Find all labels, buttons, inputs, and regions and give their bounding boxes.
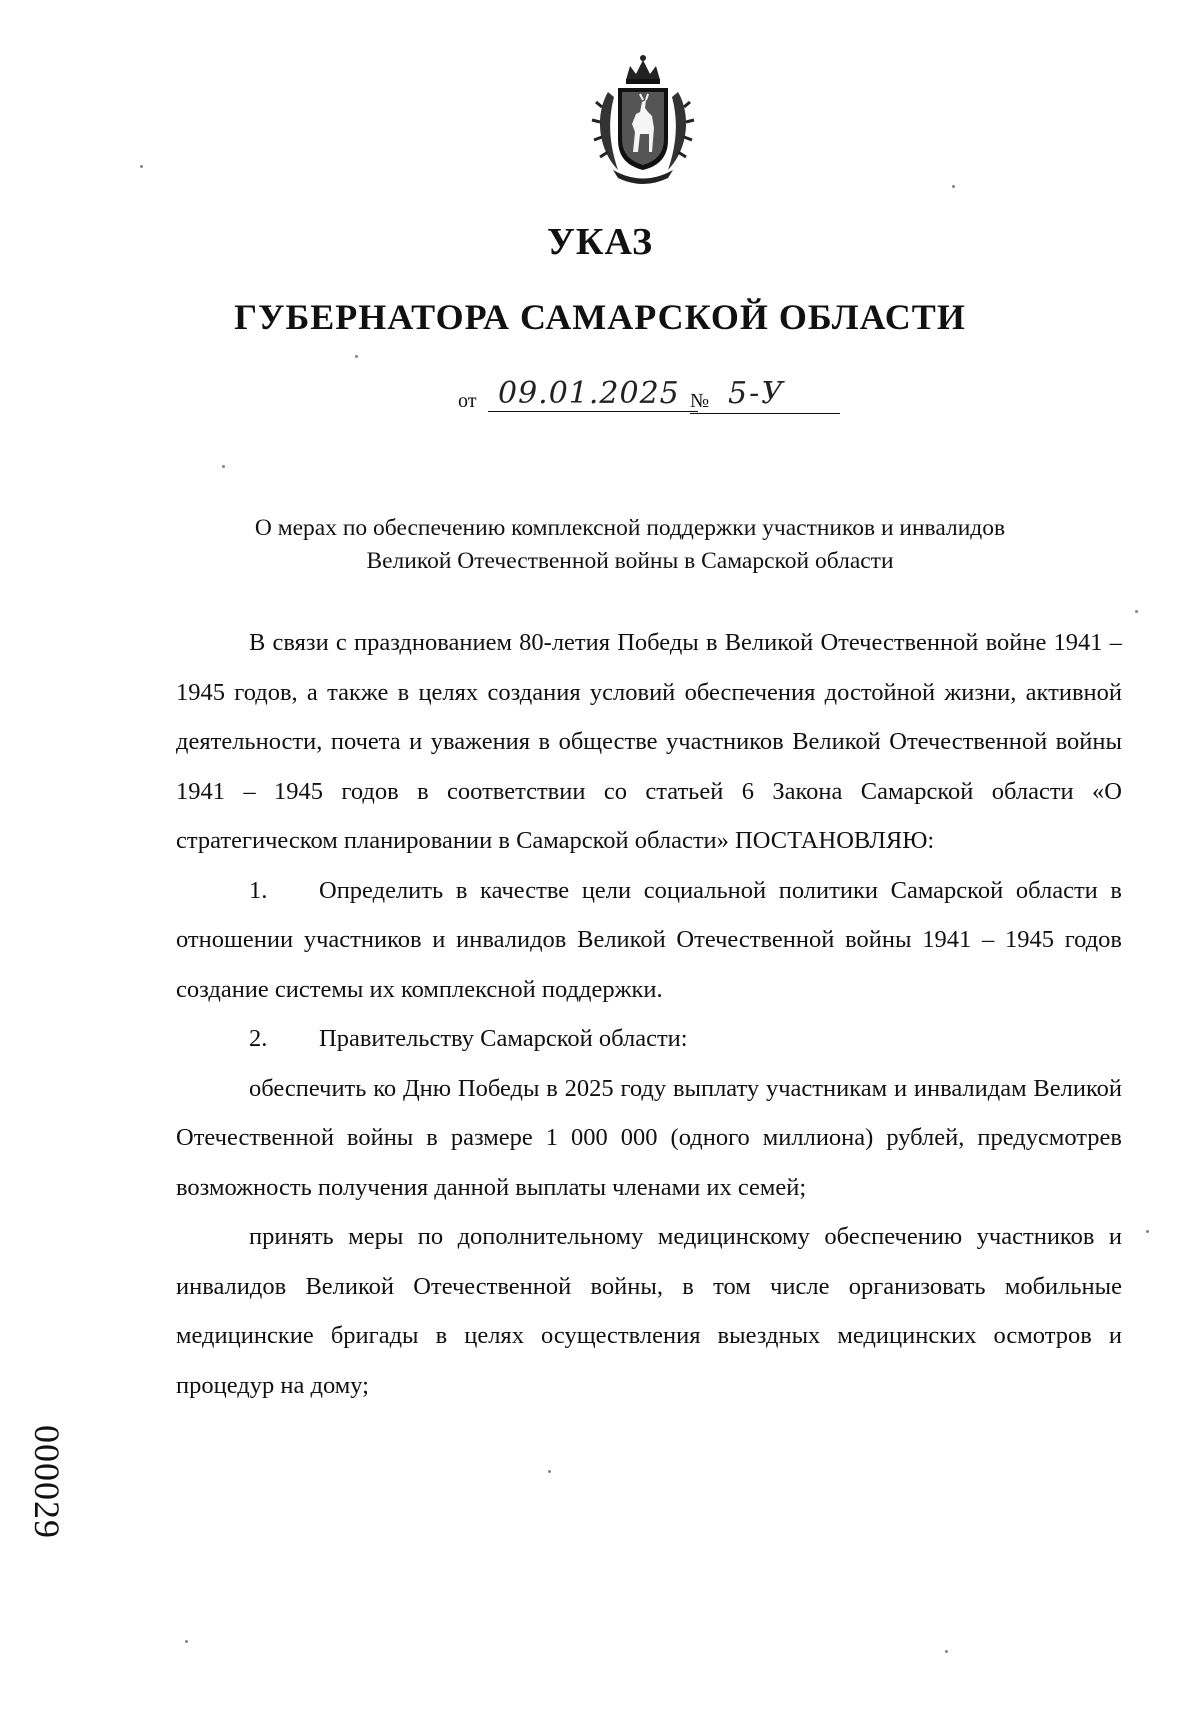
page-serial-number: 000029 [27,1425,67,1539]
scan-speck [952,185,955,188]
document-subtitle: ГУБЕРНАТОРА САМАРСКОЙ ОБЛАСТИ [234,297,966,337]
clause-number: 2. [249,1025,268,1052]
scan-speck [185,1640,188,1643]
scan-speck [355,355,358,358]
date-prefix: от [458,390,477,412]
clause-1 [176,866,1122,1015]
clause-number: 1. [249,876,268,904]
clause-text: Определить в качестве цели социальной политики Самарской области в отношении участников и инвалидов Великой Отечественной войны 1941 – 1945 годов создание системы их комплексной поддержки. [176,876,1122,1003]
clause-2-subitem: принять меры по дополнительному медицинскому обеспечению участников и инвалидов Великой Отечественной войны, в том числе организовать мобильные медицинские бригады в целях осуществления выездных медицинских осмотров и процедур на дому; [176,1223,1122,1399]
clause-text: Правительству Самарской области: [319,1025,688,1052]
scan-speck [945,1650,948,1653]
document-body [176,618,1122,1410]
number-value: 5-У [728,376,785,411]
scan-speck [222,465,225,468]
preamble-paragraph: В связи с празднованием 80-летия Победы в Великой Отечественной войне 1941 – 1945 годов, а также в целях создания условий обеспечения достойной жизни, активной деятельности, почета и уважения в обществе участников Великой Отечественной войны 1941 – 1945 годов в соответствии со статьей 6 Закона Самарской области «О стратегическом планировании в Самарской области» ПОСТАНОВЛЯЮ: [176,629,1122,854]
scan-speck [140,165,143,168]
clause-2-subitem: обеспечить ко Дню Победы в 2025 году выплату участникам и инвалидам Великой Отечественной войны в размере 1 000 000 (одного миллиона) рублей, предусмотрев возможность получения данной выплаты членами их семей; [176,1074,1122,1201]
document-subject [150,512,1110,578]
subject-line: Великой Отечественной войны в Самарской области [366,548,894,574]
scan-speck [548,1470,551,1473]
scan-speck [1146,1230,1149,1233]
date-number-line [458,376,848,420]
number-label: № [690,390,840,414]
document-title: УКАЗ [547,221,653,263]
subject-line: О мерах по обеспечению комплексной поддержки участников и инвалидов [254,515,1006,541]
clause-2 [176,1014,1122,1064]
date-value: 09.01.2025 [488,376,698,412]
samara-coat-of-arms-icon [588,52,698,187]
scan-speck [1135,610,1138,613]
